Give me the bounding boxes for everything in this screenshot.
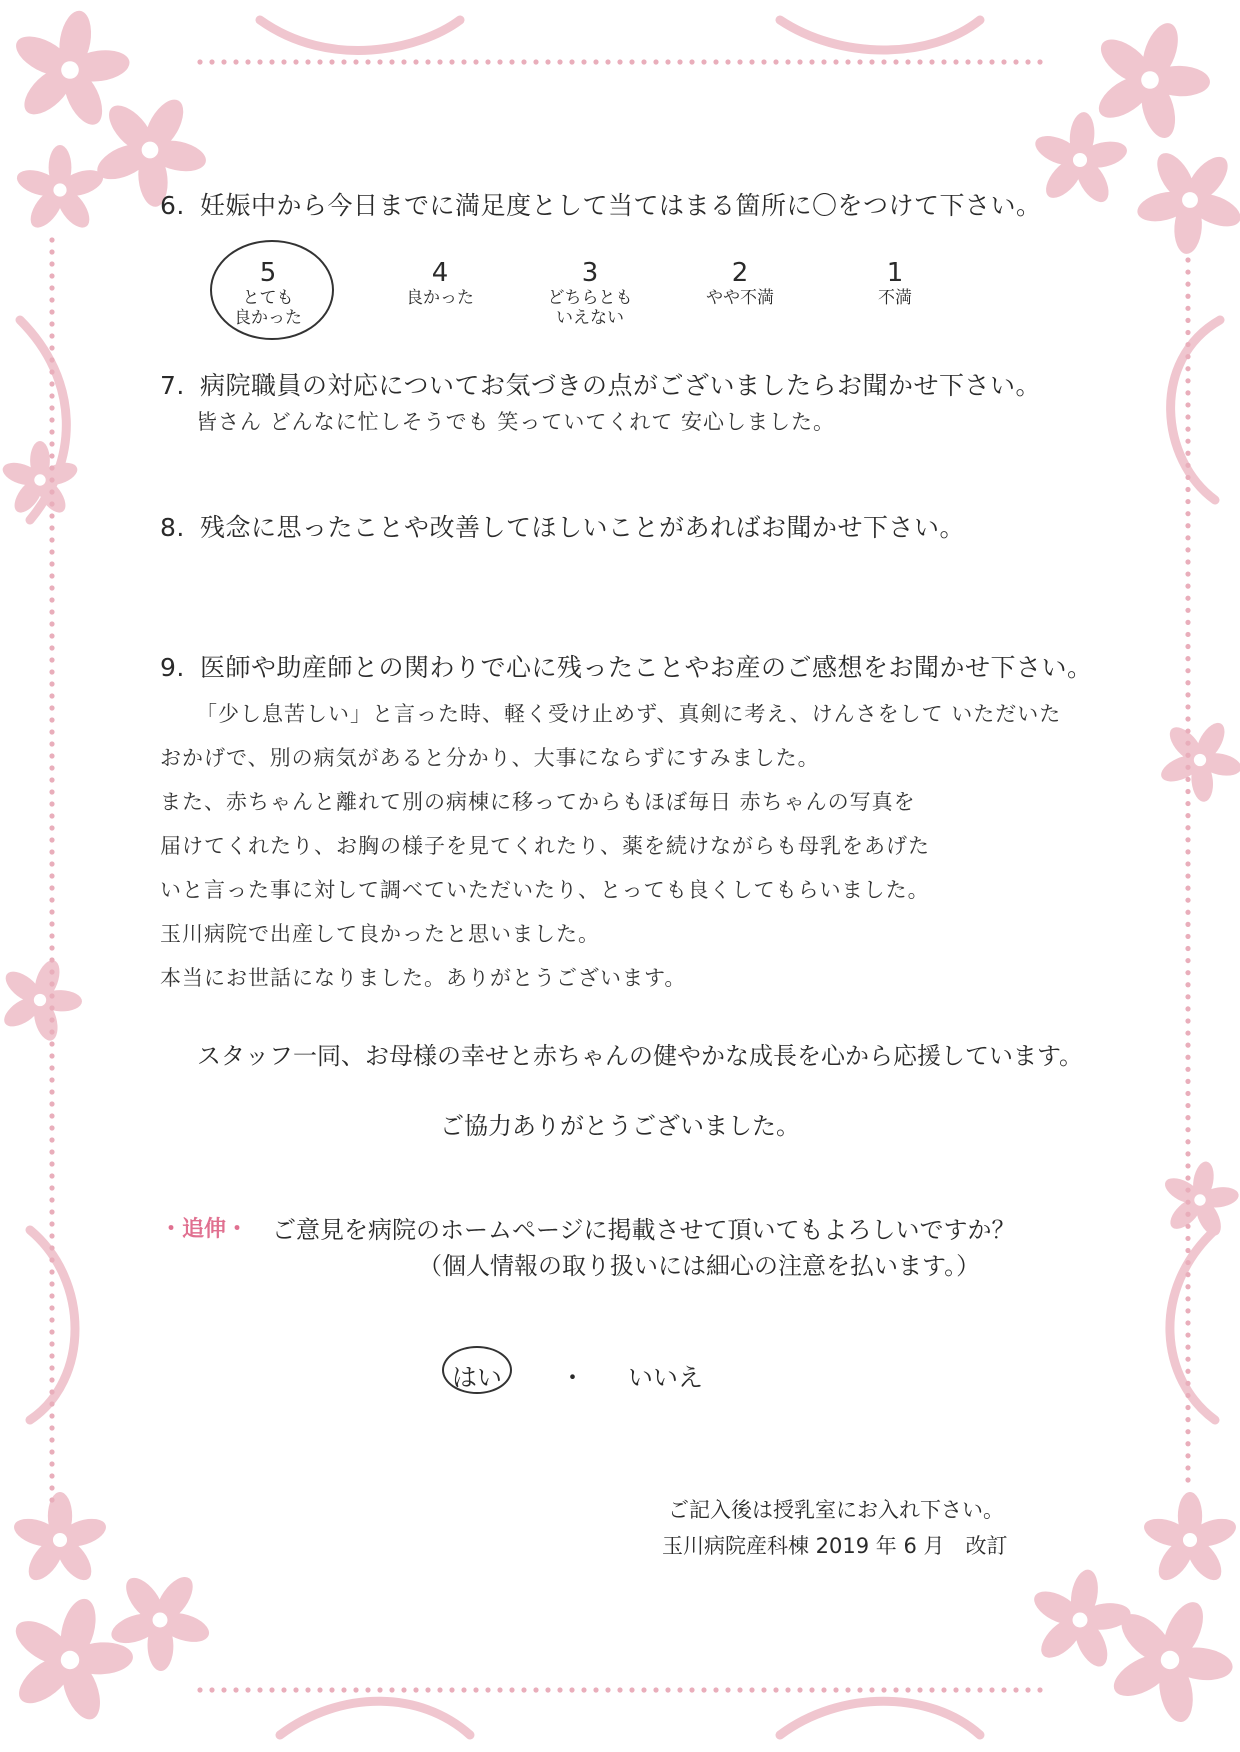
question-8: [160, 508, 965, 544]
scale-option-4[interactable]: [370, 258, 510, 308]
flower-ornament: [1029, 1568, 1132, 1672]
option-label: 不満: [878, 288, 912, 308]
option-label: とても 良かった: [234, 288, 302, 328]
flower-ornament: [1092, 18, 1211, 141]
option-label: 良かった: [406, 288, 474, 308]
option-number: 5: [259, 258, 277, 288]
postscript-note: （個人情報の取り扱いには細心の注意を払います。）: [418, 1252, 981, 1280]
scale-option-1[interactable]: [825, 258, 965, 308]
question-number: 9.: [160, 653, 185, 682]
no-option[interactable]: いいえ: [628, 1363, 704, 1392]
flower-ornament: [8, 1595, 133, 1725]
question-text: 妊娠中から今日までに満足度として当てはまる箇所に〇をつけて下さい。: [200, 191, 1042, 220]
question-6: [160, 186, 1042, 222]
scale-option-2[interactable]: [670, 258, 810, 308]
flower-ornament: [1134, 147, 1240, 255]
swirl-ornament: [1171, 320, 1220, 500]
answer-9-line-5: いと言った事に対して調べていただいたり、とっても良くしてもらいました。: [160, 878, 930, 902]
flower-ornament: [11, 1492, 110, 1586]
question-text: 医師や助産師との関わりで心に残ったことやお産のご感想をお聞かせ下さい。: [200, 653, 1093, 682]
swirl-ornament: [280, 1701, 470, 1735]
answer-7: 皆さん どんなに忙しそうでも 笑っていてくれて 安心しました。: [196, 410, 836, 434]
separator-dot: ・: [560, 1363, 586, 1392]
question-text: 病院職員の対応についてお気づきの点がございましたらお聞かせ下さい。: [200, 371, 1042, 400]
flower-ornament: [1141, 1492, 1240, 1586]
answer-9-line-3: また、赤ちゃんと離れて別の病棟に移ってからもほぼ毎日 赤ちゃんの写真を: [160, 790, 916, 814]
answer-9-line-1: 「少し息苦しい」と言った時、軽く受け止めず、真剣に考え、けんさをして いただいた: [196, 702, 1062, 726]
answer-9-line-6: 玉川病院で出産して良かったと思いました。: [160, 922, 600, 946]
question-number: 8.: [160, 513, 185, 542]
support-message: スタッフ一同、お母様の幸せと赤ちゃんの健やかな成長を心から応援しています。: [196, 1042, 1084, 1070]
swirl-ornament: [1170, 1230, 1215, 1420]
flower-ornament: [0, 957, 82, 1043]
scale-option-3[interactable]: [520, 258, 660, 328]
yes-option[interactable]: はい: [452, 1363, 503, 1392]
answer-9-line-4: 届けてくれたり、お胸の様子を見てくれたり、薬を続けながらも母乳をあげた: [160, 834, 930, 858]
option-number: 4: [431, 258, 449, 288]
option-label: やや不満: [706, 288, 774, 308]
answer-9-line-2: おかげで、別の病気があると分かり、大事にならずにすみました。: [160, 746, 820, 770]
scale-option-5[interactable]: [198, 258, 338, 328]
answer-9-line-7: 本当にお世話になりました。ありがとうございます。: [160, 966, 687, 990]
swirl-ornament: [260, 20, 460, 50]
question-number: 7.: [160, 371, 185, 400]
option-number: 1: [886, 258, 904, 288]
question-text: 残念に思ったことや改善してほしいことがあればお聞かせ下さい。: [200, 513, 966, 542]
swirl-ornament: [780, 1701, 980, 1735]
option-label: どちらとも いえない: [547, 288, 633, 328]
option-number: 2: [731, 258, 749, 288]
question-9: [160, 648, 1093, 684]
footer-instruction: ご記入後は授乳室にお入れ下さい。: [668, 1498, 1004, 1522]
flower-ornament: [1161, 1160, 1240, 1240]
flower-ornament: [1031, 111, 1129, 207]
question-7: [160, 366, 1041, 402]
option-number: 3: [581, 258, 599, 288]
swirl-ornament: [780, 20, 980, 50]
thanks-message: ご協力ありがとうございました。: [440, 1112, 800, 1140]
footer-origin: 玉川病院産科棟 2019 年 6 月 改訂: [662, 1534, 1008, 1558]
postscript-question: ご意見を病院のホームページに掲載させて頂いてもよろしいですか？: [272, 1216, 1016, 1244]
postscript-tag: ・追伸・: [160, 1217, 249, 1242]
flower-ornament: [14, 145, 107, 233]
question-number: 6.: [160, 191, 185, 220]
flower-ornament: [1157, 718, 1240, 803]
